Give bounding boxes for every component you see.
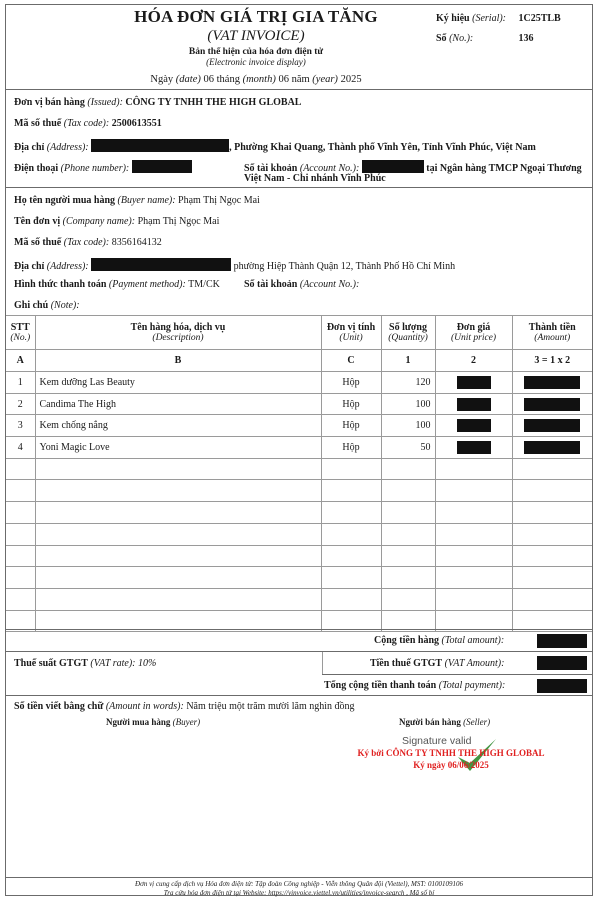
buyer-account-line xyxy=(244,279,359,290)
buyer-company: Phạm Thị Ngọc Mai xyxy=(137,216,220,227)
redacted-price xyxy=(457,419,491,432)
total-payment-line xyxy=(324,680,505,691)
seller-tax-label: Mã số thuế xyxy=(14,118,62,129)
buyer-company-label: Tên đơn vị xyxy=(14,216,61,227)
redacted-subtotal xyxy=(537,634,587,648)
table-row xyxy=(6,393,592,415)
col-header-sub: (Unit price) xyxy=(450,333,497,343)
number-row xyxy=(436,33,561,53)
seller-section xyxy=(6,91,592,187)
buyer-note-label-en: (Note): xyxy=(50,300,80,311)
col-header-label: Thành tiền xyxy=(528,322,576,333)
row-amount xyxy=(512,372,592,394)
buyer-address-tail: phường Hiệp Thành Quận 12, Thành Phố Hồ Chí Minh xyxy=(233,261,456,272)
seller-bank-line2: Việt Nam - Chi nhánh Vĩnh Phúc xyxy=(244,173,386,184)
row-no: 3 xyxy=(6,415,35,437)
divider xyxy=(6,629,592,630)
row-no: 2 xyxy=(6,393,35,415)
row-no: 4 xyxy=(6,437,35,459)
row-desc: Candima The High xyxy=(35,393,321,415)
col-header-no xyxy=(6,316,35,350)
seller-name-line xyxy=(14,97,301,108)
col-header-label: Đơn vị tính xyxy=(326,322,376,333)
display-note: Bản thể hiện của hóa đơn điện tử xyxy=(188,47,324,57)
empty-row xyxy=(6,523,592,545)
row-qty: 120 xyxy=(381,372,435,394)
buyer-note-label: Ghi chú xyxy=(14,300,49,311)
subtotal-line xyxy=(374,635,504,646)
row-amount xyxy=(512,415,592,437)
buyer-address-label-en: (Address): xyxy=(46,261,89,272)
empty-row xyxy=(6,567,592,589)
seller-name-label: Đơn vị bán hàng xyxy=(14,97,85,108)
serial-row xyxy=(436,13,561,33)
row-unit: Hộp xyxy=(321,393,381,415)
redacted-amount xyxy=(524,419,580,432)
row-desc: Kem dưỡng Las Beauty xyxy=(35,372,321,394)
seller-phone-line xyxy=(14,160,192,174)
row-desc: Kem chống nắng xyxy=(35,415,321,437)
seller-signature-label xyxy=(399,717,490,727)
seller-account-label: Số tài khoản xyxy=(244,163,298,174)
col-header-price xyxy=(435,316,512,350)
row-unit: Hộp xyxy=(321,372,381,394)
vat-amount-label-en: (VAT Amount): xyxy=(444,658,505,669)
empty-row xyxy=(6,480,592,502)
redacted-price xyxy=(457,398,491,411)
number-value: 136 xyxy=(518,33,534,44)
buyer-payment-line xyxy=(14,279,220,290)
empty-row xyxy=(6,588,592,610)
divider xyxy=(322,674,592,675)
items-table xyxy=(6,315,592,632)
vat-rate-label: Thuế suất GTGT xyxy=(14,658,88,669)
seller-tax-line xyxy=(14,118,162,129)
serial-block xyxy=(436,13,561,53)
table-row xyxy=(6,415,592,437)
amount-words-label-en: (Amount in words): xyxy=(105,701,184,712)
divider xyxy=(6,651,592,652)
seller-tax-label-en: (Tax code): xyxy=(63,118,110,129)
col-header-label: STT xyxy=(10,322,30,333)
seller-address-line xyxy=(14,139,536,153)
vat-rate-label-en: (VAT rate): xyxy=(90,658,136,669)
subtotal-label-en: (Total amount): xyxy=(441,635,505,646)
divider xyxy=(6,695,592,696)
col-header-qty xyxy=(381,316,435,350)
number-label-en: (No.): xyxy=(449,33,474,44)
buyer-address-label: Địa chỉ xyxy=(14,261,45,272)
code-cell: 2 xyxy=(435,350,512,372)
code-cell: B xyxy=(35,350,321,372)
amount-words-line xyxy=(14,701,355,712)
redacted-seller-address xyxy=(91,139,229,152)
seller-sign-label-en: (Seller) xyxy=(463,717,491,727)
amount-words-label: Số tiền viết bằng chữ xyxy=(14,701,104,712)
buyer-name-label-en: (Buyer name): xyxy=(117,195,176,206)
buyer-note-line xyxy=(14,300,80,311)
total-payment-label: Tổng cộng tiền thanh toán xyxy=(324,680,437,691)
buyer-name-line xyxy=(14,195,260,206)
col-header-label: Số lượng xyxy=(389,322,427,333)
signed-date-text: Ký ngày 06/06/2025 xyxy=(413,760,489,770)
buyer-section xyxy=(6,188,592,315)
row-price xyxy=(435,437,512,459)
seller-phone-label: Điện thoại xyxy=(14,163,59,174)
row-no: 1 xyxy=(6,372,35,394)
table-row xyxy=(6,437,592,459)
invoice-title-en: (VAT INVOICE) xyxy=(207,28,305,44)
redacted-price xyxy=(457,441,491,454)
invoice-footer xyxy=(6,877,592,898)
redacted-amount xyxy=(524,441,580,454)
buyer-sign-label-en: (Buyer) xyxy=(172,717,201,727)
row-unit: Hộp xyxy=(321,437,381,459)
buyer-sign-label: Người mua hàng xyxy=(106,717,171,727)
vat-amount-label: Tiền thuế GTGT xyxy=(370,658,443,669)
buyer-tax-label: Mã số thuế xyxy=(14,237,62,248)
col-header-sub: (Amount) xyxy=(534,333,571,343)
redacted-seller-account xyxy=(362,160,424,173)
vat-amount-line xyxy=(370,658,504,669)
signed-by-text: Ký bởi CÔNG TY TNHH THE HIGH GLOBAL xyxy=(357,748,545,758)
buyer-tax-code: 8356164132 xyxy=(111,237,162,248)
seller-address-tail: , Phường Khai Quang, Thành phố Vĩnh Yên, Tỉnh Vĩnh Phúc, Việt Nam xyxy=(229,142,536,153)
vat-rate: 10% xyxy=(138,658,157,669)
row-qty: 100 xyxy=(381,393,435,415)
redacted-vat-amount xyxy=(537,656,587,670)
serial-label-en: (Serial): xyxy=(472,13,507,24)
buyer-address-line xyxy=(14,258,455,272)
signature-valid-text: Signature valid xyxy=(402,735,472,747)
buyer-tax-line xyxy=(14,237,162,248)
divider xyxy=(322,652,323,674)
buyer-account-label: Số tài khoản xyxy=(244,279,298,290)
row-amount xyxy=(512,437,592,459)
buyer-payment-label: Hình thức thanh toán xyxy=(14,279,107,290)
row-price xyxy=(435,393,512,415)
seller-name-label-en: (Issued): xyxy=(87,97,123,108)
redacted-seller-phone xyxy=(132,160,192,173)
buyer-tax-label-en: (Tax code): xyxy=(63,237,110,248)
col-header-sub: (Description) xyxy=(152,333,204,343)
buyer-signature-label xyxy=(106,717,200,727)
empty-row xyxy=(6,545,592,567)
row-price xyxy=(435,415,512,437)
table-row xyxy=(6,372,592,394)
col-header-sub: (No.) xyxy=(10,333,31,343)
vat-rate-line xyxy=(14,658,156,669)
subtotal-label: Cộng tiền hàng xyxy=(374,635,440,646)
redacted-buyer-address xyxy=(91,258,231,271)
buyer-company-label-en: (Company name): xyxy=(62,216,136,227)
buyer-payment: TM/CK xyxy=(188,279,220,290)
footer-lookup: Tra cứu hóa đơn điện tử tại Website: https://vinvoice.viettel.vn/utilities/invoice-search , Mã số bí xyxy=(163,889,435,897)
invoice-date: Ngày (date) 06 tháng (month) 06 năm (year) 2025 xyxy=(150,74,362,85)
code-cell: A xyxy=(6,350,35,372)
redacted-amount xyxy=(524,376,580,389)
seller-sign-label: Người bán hàng xyxy=(399,717,461,727)
seller-bank-line2-wrap xyxy=(244,173,386,184)
code-cell: 1 xyxy=(381,350,435,372)
col-header-sub: (Unit) xyxy=(339,333,363,343)
signed-by-block xyxy=(351,747,551,771)
row-amount xyxy=(512,393,592,415)
row-price xyxy=(435,372,512,394)
seller-account-line xyxy=(244,160,582,174)
seller-tax-code: 2500613551 xyxy=(111,118,162,129)
invoice-header xyxy=(6,5,592,90)
col-header-sub: (Quantity) xyxy=(388,333,428,343)
serial-value: 1C25TLB xyxy=(518,13,561,24)
row-unit: Hộp xyxy=(321,415,381,437)
table-code-row xyxy=(6,350,592,372)
redacted-price xyxy=(457,376,491,389)
redacted-total-payment xyxy=(537,679,587,693)
buyer-account-label-en: (Account No.): xyxy=(299,279,360,290)
display-note-en: (Electronic invoice display) xyxy=(206,57,306,67)
empty-row xyxy=(6,458,592,480)
col-header-desc xyxy=(35,316,321,350)
number-label: Số xyxy=(436,33,447,44)
row-qty: 100 xyxy=(381,415,435,437)
invoice-title-block xyxy=(46,7,466,85)
amount-words: Năm triệu một trăm mười lăm nghìn đồng xyxy=(186,701,355,712)
code-cell: C xyxy=(321,350,381,372)
seller-name: CÔNG TY TNHH THE HIGH GLOBAL xyxy=(125,97,302,108)
col-header-amount xyxy=(512,316,592,350)
invoice-frame xyxy=(5,4,593,896)
total-payment-label-en: (Total payment): xyxy=(438,680,506,691)
serial-label: Ký hiệu xyxy=(436,13,470,24)
footer-provider: Đơn vị cung cấp dịch vụ Hóa đơn điện tử: Tập đoàn Công nghiệp - Viễn thông Quân đội (Viettel), MST: 0100109106 xyxy=(135,880,463,888)
buyer-company-line xyxy=(14,216,219,227)
row-desc: Yoni Magic Love xyxy=(35,437,321,459)
invoice-title: HÓA ĐƠN GIÁ TRỊ GIA TĂNG xyxy=(134,7,378,26)
empty-row xyxy=(6,502,592,524)
col-header-label: Đơn giá xyxy=(456,322,491,333)
seller-account-label-en: (Account No.): xyxy=(299,163,360,174)
seller-address-label-en: (Address): xyxy=(46,142,89,153)
seller-phone-label-en: (Phone number): xyxy=(60,163,130,174)
buyer-name-label: Họ tên người mua hàng xyxy=(14,195,116,206)
code-cell: 3 = 1 x 2 xyxy=(512,350,592,372)
buyer-payment-label-en: (Payment method): xyxy=(108,279,186,290)
table-header-row xyxy=(6,316,592,350)
redacted-amount xyxy=(524,398,580,411)
col-header-label: Tên hàng hóa, dịch vụ xyxy=(130,322,226,333)
col-header-unit xyxy=(321,316,381,350)
row-qty: 50 xyxy=(381,437,435,459)
buyer-name: Phạm Thị Ngọc Mai xyxy=(178,195,260,206)
seller-address-label: Địa chỉ xyxy=(14,142,45,153)
seller-bank-line1: tại Ngân hàng TMCP Ngoại Thương xyxy=(426,163,582,174)
